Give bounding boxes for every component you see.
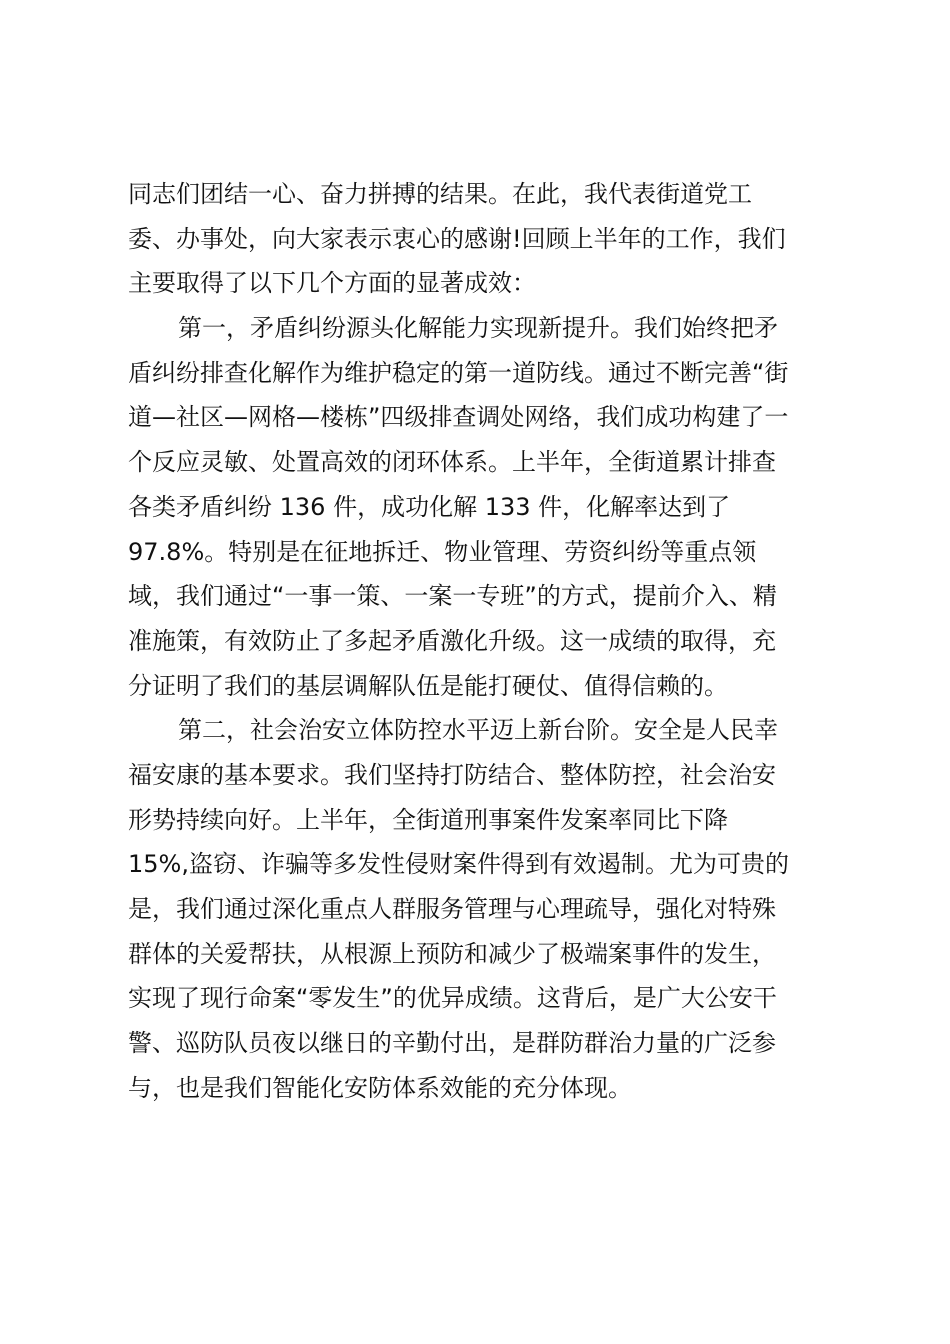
text-line: 福安康的基本要求。我们坚持打防结合、整体防控，社会治安 [128, 760, 776, 789]
text-line: 同志们团结一心、奋力拼搏的结果。在此，我代表街道党工 [128, 180, 752, 208]
paragraph-first-line: 第二，社会治安立体防控水平迈上新台阶。安全是人民幸 [178, 716, 778, 745]
text-line: 各类矛盾纠纷 136 件，成功化解 133 件，化解率达到了 [128, 492, 731, 521]
text-line: 97.8%。特别是在征地拆迁、物业管理、劳资纠纷等重点领 [128, 537, 757, 566]
text-line: 警、巡防队员夜以继日的辛勤付出，是群防群治力量的广泛参 [128, 1029, 776, 1058]
text-line: 个反应灵敏、处置高效的闭环体系。上半年，全街道累计排查 [128, 448, 776, 477]
text-line: 域，我们通过“一事一策、一案一专班”的方式，提前介入、精 [128, 582, 777, 611]
text-line: 盾纠纷排查化解作为维护稳定的第一道防线。通过不断完善“街 [128, 358, 789, 387]
body-text [128, 172, 833, 1110]
text-line: 道—社区—网格—楼栋”四级排查调处网络，我们成功构建了一 [128, 403, 789, 432]
text-line: 主要取得了以下几个方面的显著成效： [128, 269, 536, 298]
text-line: 委、办事处，向大家表示衷心的感谢!回顾上半年的工作，我们 [128, 224, 786, 253]
text-line: 群体的关爱帮扶，从根源上预防和减少了极端案事件的发生， [128, 939, 776, 968]
text-line: 实现了现行命案“零发生”的优异成绩。这背后，是广大公安干 [128, 984, 777, 1013]
text-line: 准施策，有效防止了多起矛盾激化升级。这一成绩的取得，充 [128, 626, 776, 655]
text-line: 分证明了我们的基层调解队伍是能打硬仗、值得信赖的。 [128, 671, 728, 700]
text-line: 与，也是我们智能化安防体系效能的充分体现。 [128, 1073, 632, 1102]
text-line: 形势持续向好。上半年，全街道刑事案件发案率同比下降 [128, 805, 728, 834]
text-line: 15%,盗窃、诈骗等多发性侵财案件得到有效遏制。尤为可贵的 [128, 850, 789, 879]
paragraph-first-line: 第一，矛盾纠纷源头化解能力实现新提升。我们始终把矛 [178, 314, 778, 343]
text-line: 是，我们通过深化重点人群服务管理与心理疏导，强化对特殊 [128, 895, 776, 923]
